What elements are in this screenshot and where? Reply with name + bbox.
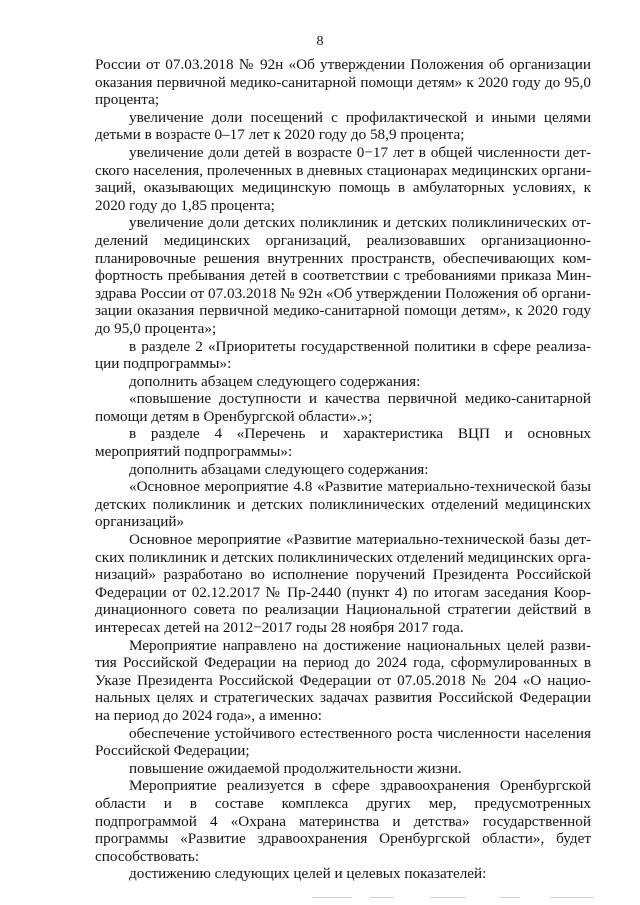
paragraph: увеличение доли посещений с профилактической и иными целями детьми в возрасте 0–17 лет к 2020 году до 58,9 процента; (95, 108, 591, 144)
paragraph: обеспечение устойчивого естественного роста численности населения Российской Федерации; (95, 724, 591, 760)
paragraph: «повышение доступности и качества первичной медико-санитарной помощи детям в Оренбургской области».»; (95, 390, 591, 425)
paragraph: увеличение доли детей в возрасте 0−17 лет в общей численности детского населения, пролеченных в дневных стационарах медицинских организаций, оказывающих медицинскую помощь в амбулаторных условиях, к 2020 году до 1,85 процента; (95, 143, 591, 214)
document-body (95, 56, 591, 883)
paragraph: Мероприятие реализуется в сфере здравоохранения Оренбургской области и в составе комплекса других мер, предусмотренных подпрограммой 4 «Охрана материнства и детства» государственной программы «Развитие здравоохранения Оренбургской области», будет способствовать: (95, 777, 591, 865)
paragraph: «Основное мероприятие 4.8 «Развитие материально-технической базы детских поликлиник и детских поликлинических отделений медицинских организаций» (95, 478, 591, 531)
paragraph: повышение ожидаемой продолжительности жизни. (129, 759, 462, 777)
paragraph: в разделе 2 «Приоритеты государственной политики в сфере реализации подпрограммы»: (95, 337, 591, 373)
paragraph: увеличение доли детских поликлиник и детских поликлинических отделений медицинских организаций, реализовавших организационно-планировочные решения внутренних пространств, обеспечивающих комфортность пребывания детей в соответствии с требованиями приказа Минздрава России от 07.03.2018 № 92н «Об утверждении Положения об организации оказания первичной медико-санитарной помощи детям», к 2020 году до 95,0 процента»; (95, 214, 591, 337)
scan-artifacts (300, 892, 620, 902)
paragraph: дополнить абзацем следующего содержания: (129, 372, 421, 390)
paragraph-continuation: России от 07.03.2018 № 92н «Об утверждении Положения об организации оказания первичной медико-санитарной помощи детям» к 2020 году до 95,0 процента; (95, 56, 591, 109)
paragraph: Основное мероприятие «Развитие материально-технической базы детских поликлиник и детских поликлинических отделений медицинских организаций» разработано во исполнение поручений Президента Российской Федерации от 02.12.2017 № Пр-2440 (пункт 4) по итогам заседания Координационного совета по реализации Национальной стратегии действий в интересах детей на 2012−2017 годы 28 ноября 2017 года. (95, 531, 591, 636)
paragraph: достижению следующих целей и целевых показателей: (129, 865, 487, 883)
paragraph: дополнить абзацами следующего содержания: (129, 460, 429, 478)
page-number: 8 (316, 34, 324, 49)
paragraph: Мероприятие направлено на достижение национальных целей развития Российской Федерации на период до 2024 года, сформулированных в Указе Президента Российской Федерации от 07.05.2018 № 204 «О национальных целях и стратегических задачах развития Российской Федерации на период до 2024 года», а именно: (95, 636, 591, 724)
paragraph: в разделе 4 «Перечень и характеристика ВЦП и основных мероприятий подпрограммы»: (95, 425, 591, 461)
